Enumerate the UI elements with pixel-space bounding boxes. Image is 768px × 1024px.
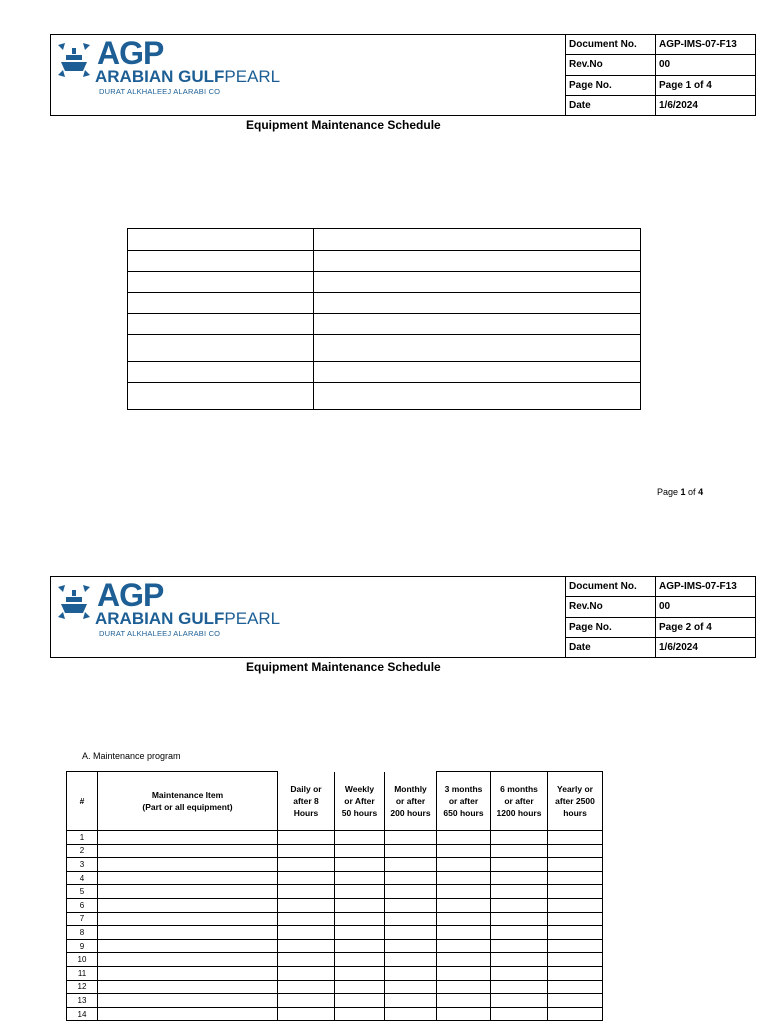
schedule-cell[interactable] (491, 939, 548, 953)
info-label-cell[interactable] (128, 272, 314, 293)
row-number: 4 (67, 871, 98, 885)
meta-label: Page No. (566, 618, 656, 637)
schedule-cell[interactable] (385, 844, 437, 858)
column-header-maintenance-item: Maintenance Item (Part or all equipment) (98, 772, 278, 831)
schedule-cell[interactable] (491, 885, 548, 899)
schedule-cell[interactable] (385, 898, 437, 912)
page-title: Equipment Maintenance Schedule (246, 660, 441, 674)
schedule-cell[interactable] (335, 1007, 385, 1021)
info-value-cell[interactable] (314, 293, 641, 314)
table-row (67, 966, 603, 980)
row-number: 7 (67, 912, 98, 926)
info-label-cell[interactable] (128, 383, 314, 410)
info-value-cell[interactable] (314, 362, 641, 383)
meta-value: AGP-IMS-07-F13 (659, 581, 737, 593)
schedule-cell[interactable] (335, 926, 385, 940)
table-row (67, 871, 603, 885)
document-meta (566, 577, 755, 657)
row-number: 10 (67, 953, 98, 967)
table-row (67, 912, 603, 926)
meta-value: Page 1 of 4 (659, 79, 712, 91)
meta-row (566, 577, 755, 597)
info-value-cell[interactable] (314, 383, 641, 410)
schedule-cell[interactable] (278, 831, 335, 845)
row-number: 13 (67, 994, 98, 1008)
schedule-cell[interactable] (437, 1007, 491, 1021)
schedule-cell[interactable] (278, 912, 335, 926)
page-title: Equipment Maintenance Schedule (246, 118, 441, 132)
header-page-1 (50, 34, 756, 116)
schedule-cell[interactable] (491, 844, 548, 858)
schedule-cell[interactable] (385, 966, 437, 980)
table-row (67, 1007, 603, 1021)
maintenance-item-cell[interactable] (98, 885, 278, 899)
maintenance-item-cell[interactable] (98, 1007, 278, 1021)
schedule-cell[interactable] (491, 953, 548, 967)
schedule-cell[interactable] (548, 926, 603, 940)
maintenance-item-cell[interactable] (98, 966, 278, 980)
schedule-cell[interactable] (548, 912, 603, 926)
logo-cell (51, 35, 566, 115)
meta-value: AGP-IMS-07-F13 (659, 39, 737, 51)
schedule-cell[interactable] (548, 939, 603, 953)
logo-subline: DURAT ALKHALEEJ ALARABI CO (99, 629, 221, 638)
schedule-cell[interactable] (385, 980, 437, 994)
info-value-cell[interactable] (314, 314, 641, 335)
row-number: 3 (67, 858, 98, 872)
schedule-cell[interactable] (491, 831, 548, 845)
schedule-cell[interactable] (335, 885, 385, 899)
schedule-cell[interactable] (491, 898, 548, 912)
maintenance-item-cell[interactable] (98, 912, 278, 926)
schedule-cell[interactable] (385, 926, 437, 940)
schedule-cell[interactable] (548, 953, 603, 967)
ship-logo-icon (56, 583, 92, 621)
maintenance-item-cell[interactable] (98, 980, 278, 994)
schedule-cell[interactable] (491, 1007, 548, 1021)
meta-label: Page No. (566, 76, 656, 95)
schedule-cell[interactable] (548, 831, 603, 845)
row-number: 12 (67, 980, 98, 994)
schedule-cell[interactable] (278, 926, 335, 940)
schedule-cell[interactable] (491, 858, 548, 872)
schedule-cell[interactable] (278, 966, 335, 980)
schedule-cell[interactable] (335, 912, 385, 926)
maintenance-item-cell[interactable] (98, 939, 278, 953)
schedule-cell[interactable] (278, 898, 335, 912)
section-label: A. Maintenance program (82, 751, 181, 761)
column-header-daily: Daily or after 8 Hours (278, 772, 335, 831)
meta-label: Rev.No (566, 55, 656, 74)
document-meta (566, 35, 755, 115)
maintenance-item-cell[interactable] (98, 858, 278, 872)
schedule-cell[interactable] (437, 994, 491, 1008)
info-value-cell[interactable] (314, 251, 641, 272)
meta-label: Date (566, 96, 656, 115)
table-row (67, 994, 603, 1008)
meta-row (566, 35, 755, 55)
schedule-cell[interactable] (278, 980, 335, 994)
schedule-cell[interactable] (548, 858, 603, 872)
meta-row (566, 597, 755, 617)
row-number: 11 (67, 966, 98, 980)
info-label-cell[interactable] (128, 229, 314, 251)
schedule-cell[interactable] (491, 926, 548, 940)
schedule-cell[interactable] (491, 994, 548, 1008)
schedule-cell[interactable] (335, 898, 385, 912)
schedule-cell[interactable] (385, 831, 437, 845)
schedule-cell[interactable] (491, 912, 548, 926)
meta-value: Page 2 of 4 (659, 621, 712, 633)
schedule-cell[interactable] (548, 898, 603, 912)
table-header-row (67, 772, 603, 831)
logo-agp-text: AGP (97, 35, 164, 71)
schedule-cell[interactable] (335, 858, 385, 872)
column-header-monthly: Monthly or after 200 hours (385, 772, 437, 831)
meta-value: 00 (659, 601, 671, 613)
table-row (67, 885, 603, 899)
schedule-cell[interactable] (437, 966, 491, 980)
row-number: 5 (67, 885, 98, 899)
info-label-cell[interactable] (128, 251, 314, 272)
logo-company-name: ARABIAN GULFPEARL (95, 609, 281, 628)
column-header-weekly: Weekly or After 50 hours (335, 772, 385, 831)
schedule-cell[interactable] (335, 953, 385, 967)
meta-row (566, 55, 755, 75)
schedule-cell[interactable] (385, 912, 437, 926)
header-page-2 (50, 576, 756, 658)
schedule-cell[interactable] (437, 898, 491, 912)
schedule-cell[interactable] (278, 871, 335, 885)
schedule-cell[interactable] (548, 1007, 603, 1021)
maintenance-item-cell[interactable] (98, 898, 278, 912)
column-header-number: # (67, 772, 98, 831)
schedule-cell[interactable] (437, 953, 491, 967)
column-header-yearly: Yearly or after 2500 hours (548, 772, 603, 831)
schedule-cell[interactable] (278, 1007, 335, 1021)
schedule-cell[interactable] (278, 953, 335, 967)
schedule-cell[interactable] (278, 939, 335, 953)
schedule-cell[interactable] (335, 994, 385, 1008)
schedule-cell[interactable] (548, 994, 603, 1008)
logo-agp-text: AGP (97, 577, 164, 613)
info-value-cell[interactable] (314, 229, 641, 251)
info-label-cell[interactable] (128, 314, 314, 335)
logo-company-name: ARABIAN GULFPEARL (95, 67, 281, 86)
schedule-cell[interactable] (437, 844, 491, 858)
meta-value: 1/6/2024 (659, 99, 698, 111)
table-row (67, 939, 603, 953)
schedule-cell[interactable] (548, 966, 603, 980)
info-value-cell[interactable] (314, 335, 641, 362)
schedule-cell[interactable] (548, 885, 603, 899)
row-number: 9 (67, 939, 98, 953)
schedule-cell[interactable] (437, 885, 491, 899)
row-number: 6 (67, 898, 98, 912)
info-value-cell[interactable] (314, 272, 641, 293)
schedule-cell[interactable] (385, 858, 437, 872)
schedule-cell[interactable] (437, 831, 491, 845)
schedule-cell[interactable] (437, 871, 491, 885)
schedule-cell[interactable] (385, 1007, 437, 1021)
schedule-cell[interactable] (335, 871, 385, 885)
schedule-cell[interactable] (335, 980, 385, 994)
meta-value: 00 (659, 59, 671, 71)
column-header-6-months: 6 months or after 1200 hours (491, 772, 548, 831)
schedule-cell[interactable] (385, 953, 437, 967)
schedule-cell[interactable] (335, 939, 385, 953)
table-row (67, 980, 603, 994)
meta-row (566, 96, 755, 115)
meta-row (566, 76, 755, 96)
schedule-cell[interactable] (548, 844, 603, 858)
schedule-cell[interactable] (437, 926, 491, 940)
table-row (67, 831, 603, 845)
logo-cell (51, 577, 566, 657)
schedule-cell[interactable] (278, 858, 335, 872)
maintenance-item-cell[interactable] (98, 994, 278, 1008)
meta-label: Document No. (566, 577, 656, 596)
schedule-cell[interactable] (335, 831, 385, 845)
schedule-cell[interactable] (278, 844, 335, 858)
row-number: 2 (67, 844, 98, 858)
column-header-3-months: 3 months or after 650 hours (437, 772, 491, 831)
schedule-cell[interactable] (335, 844, 385, 858)
schedule-cell[interactable] (437, 858, 491, 872)
schedule-cell[interactable] (335, 966, 385, 980)
schedule-cell[interactable] (437, 980, 491, 994)
info-label-cell[interactable] (128, 362, 314, 383)
schedule-cell[interactable] (278, 885, 335, 899)
maintenance-item-cell[interactable] (98, 844, 278, 858)
schedule-cell[interactable] (491, 966, 548, 980)
table-row (67, 858, 603, 872)
schedule-cell[interactable] (548, 980, 603, 994)
meta-label: Document No. (566, 35, 656, 54)
info-label-cell[interactable] (128, 335, 314, 362)
schedule-cell[interactable] (437, 912, 491, 926)
ship-logo-icon (56, 41, 92, 79)
info-label-cell[interactable] (128, 293, 314, 314)
table-row (67, 953, 603, 967)
schedule-cell[interactable] (385, 885, 437, 899)
schedule-cell[interactable] (548, 871, 603, 885)
row-number: 8 (67, 926, 98, 940)
equipment-info-table (127, 228, 641, 410)
maintenance-program-table (66, 771, 603, 1021)
logo-subline: DURAT ALKHALEEJ ALARABI CO (99, 87, 221, 96)
schedule-cell[interactable] (437, 939, 491, 953)
schedule-cell[interactable] (278, 994, 335, 1008)
maintenance-item-cell[interactable] (98, 953, 278, 967)
schedule-cell[interactable] (385, 994, 437, 1008)
meta-row (566, 618, 755, 638)
maintenance-item-cell[interactable] (98, 871, 278, 885)
schedule-cell[interactable] (385, 871, 437, 885)
maintenance-item-cell[interactable] (98, 926, 278, 940)
page-footer-number: Page 1 of 4 (657, 487, 704, 497)
meta-label: Date (566, 638, 656, 657)
maintenance-item-cell[interactable] (98, 831, 278, 845)
meta-row (566, 638, 755, 657)
meta-value: 1/6/2024 (659, 641, 698, 653)
schedule-cell[interactable] (491, 871, 548, 885)
table-row (67, 898, 603, 912)
meta-label: Rev.No (566, 597, 656, 616)
schedule-cell[interactable] (491, 980, 548, 994)
table-row (67, 844, 603, 858)
row-number: 14 (67, 1007, 98, 1021)
table-row (67, 926, 603, 940)
row-number: 1 (67, 831, 98, 845)
schedule-cell[interactable] (385, 939, 437, 953)
